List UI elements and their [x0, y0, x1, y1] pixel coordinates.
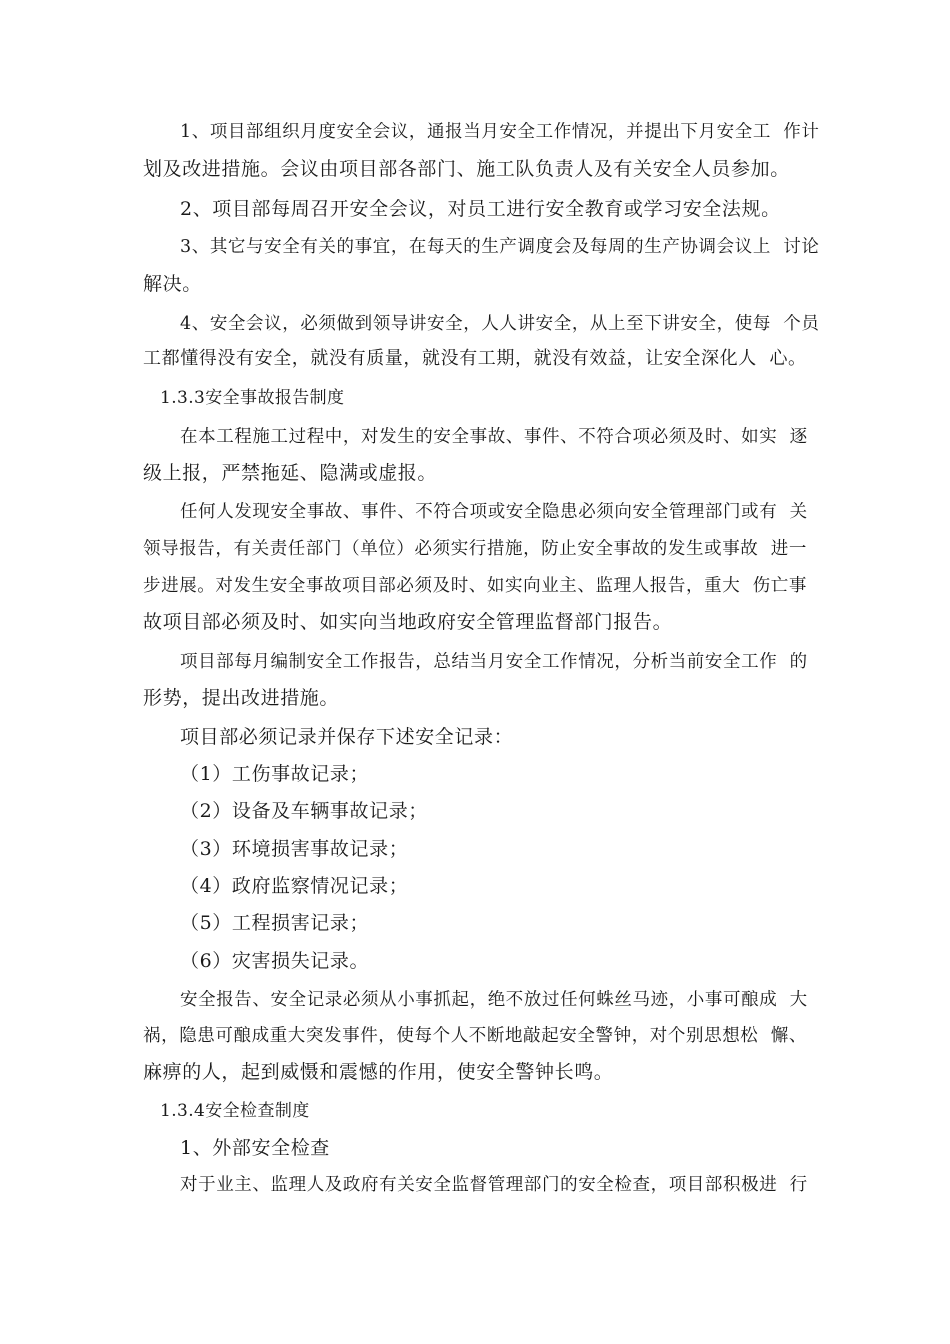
list-item: （3）环境损害事故记录； [180, 838, 409, 860]
paragraph-line: 项目部每月编制安全工作报告，总结当月安全工作情况，分析当前安全工作 的 [180, 652, 808, 672]
paragraph-line: 1、项目部组织月度安全会议，通报当月安全工作情况，并提出下月安全工 作计 [180, 122, 820, 142]
paragraph-line: 在本工程施工过程中，对发生的安全事故、事件、不符合项必须及时、如实 逐 [180, 427, 808, 447]
paragraph-line: 2、项目部每周召开安全会议，对员工进行安全教育或学习安全法规。 [180, 198, 781, 220]
paragraph-line: 任何人发现安全事故、事件、不符合项或安全隐患必须向安全管理部门或有 关 [180, 502, 808, 522]
list-item: （4）政府监察情况记录； [180, 875, 409, 897]
subsection-heading: 1、外部安全检查 [180, 1137, 330, 1159]
paragraph-line: 级上报，严禁拖延、隐满或虚报。 [143, 462, 438, 484]
paragraph-line: 工都懂得没有安全，就没有质量，就没有工期，就没有效益，让安全深化人 心。 [143, 348, 807, 369]
paragraph-line: 安全报告、安全记录必须从小事抓起，绝不放过任何蛛丝马迹，小事可酿成 大 [180, 990, 808, 1010]
section-heading: 1.3.3安全事故报告制度 [160, 388, 345, 408]
paragraph-line: 祸，隐患可酿成重大突发事件，使每个人不断地敲起安全警钟，对个别思想松 懈、 [143, 1026, 807, 1046]
paragraph-line: 领导报告，有关责任部门（单位）必须实行措施，防止安全事故的发生或事故 进一 [143, 539, 807, 559]
list-item: （2）设备及车辆事故记录； [180, 800, 428, 822]
list-item: （1）工伤事故记录； [180, 763, 370, 785]
paragraph-line: 麻痹的人，起到威慑和震憾的作用，使安全警钟长鸣。 [143, 1061, 614, 1083]
list-item: （5）工程损害记录； [180, 912, 370, 934]
section-heading: 1.3.4安全检查制度 [160, 1101, 310, 1121]
paragraph-line: 故项目部必须及时、如实向当地政府安全管理监督部门报告。 [143, 611, 673, 633]
paragraph-line: 步进展。对发生安全事故项目部必须及时、如实向业主、监理人报告，重大 伤亡事 [143, 576, 807, 596]
paragraph-line: 项目部必须记录并保存下述安全记录： [180, 726, 514, 748]
paragraph-line: 形势，提出改进措施。 [143, 687, 340, 709]
paragraph-line: 对于业主、监理人及政府有关安全监督管理部门的安全检查，项目部积极进 行 [180, 1175, 808, 1195]
paragraph-line: 3、其它与安全有关的事宜，在每天的生产调度会及每周的生产协调会议上 讨论 [180, 237, 820, 257]
paragraph-line: 4、安全会议，必须做到领导讲安全，人人讲安全，从上至下讲安全，使每 个员 [180, 314, 820, 334]
list-item: （6）灾害损失记录。 [180, 950, 370, 972]
paragraph-line: 解决。 [143, 273, 202, 295]
paragraph-line: 划及改进措施。会议由项目部各部门、施工队负责人及有关安全人员参加。 [143, 158, 790, 180]
